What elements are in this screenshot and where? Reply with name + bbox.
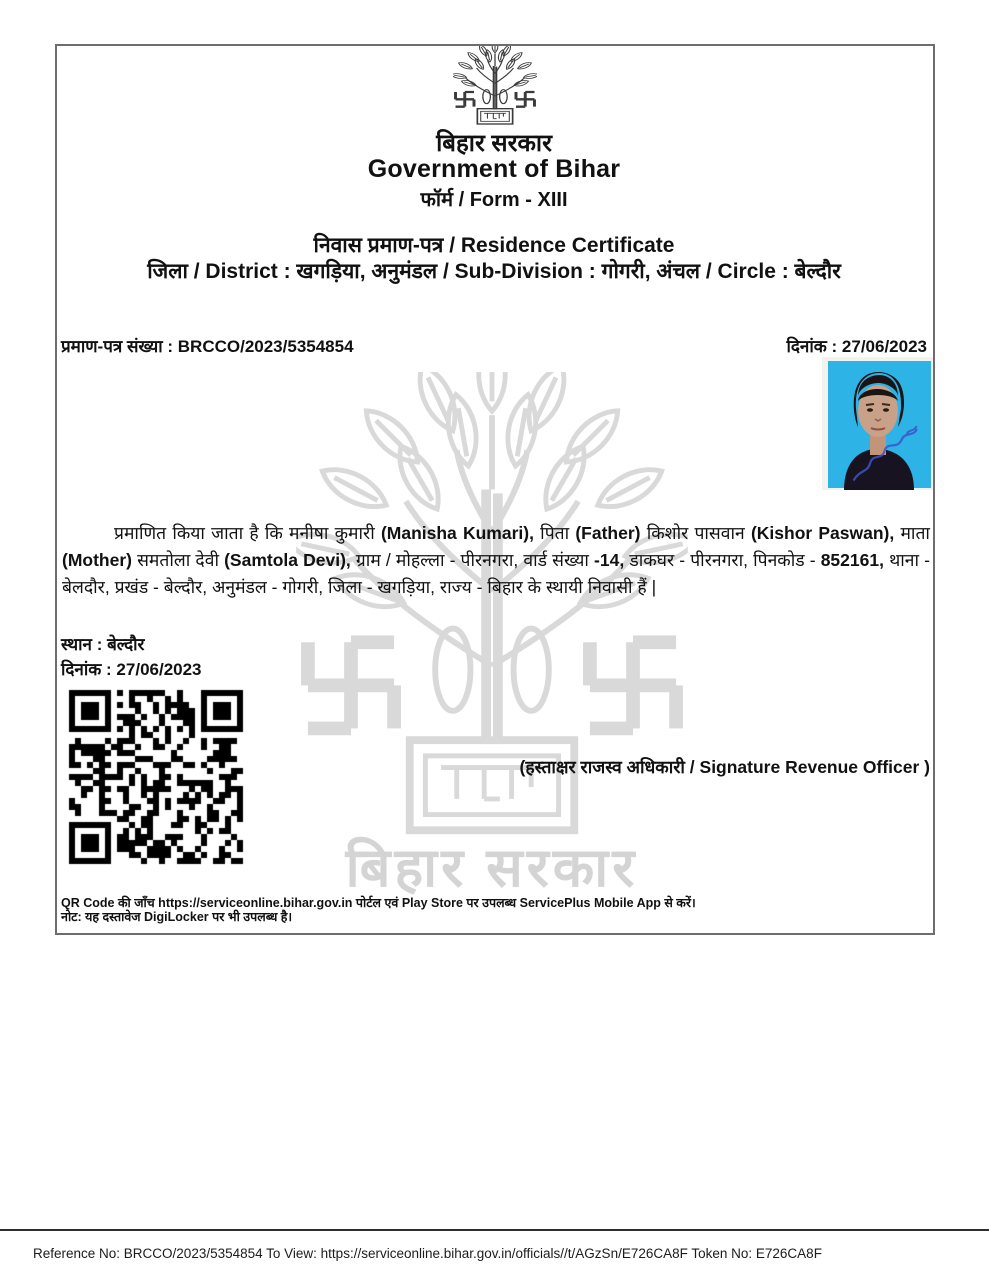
certificate-date: दिनांक : 27/06/2023 bbox=[786, 337, 927, 356]
applicant-photo bbox=[822, 357, 933, 490]
signature-revenue-officer-line: (हस्ताक्षर राजस्व अधिकारी / Signature Revenue Officer ) bbox=[519, 757, 930, 777]
header-title-hindi: बिहार सरकार bbox=[436, 130, 552, 157]
qr-note bbox=[61, 896, 741, 924]
reference-line: Reference No: BRCCO/2023/5354854 To View: https://serviceonline.bihar.gov.in/officials//t/AGzSn/E726CA8F Token No: E726CA8F bbox=[33, 1246, 822, 1261]
watermark-text: बिहार सरकार bbox=[345, 838, 639, 898]
header-title-english: Government of Bihar bbox=[367, 155, 621, 183]
place-line: स्थान : बेल्दौर bbox=[61, 635, 145, 654]
certificate-number: प्रमाण-पत्र संख्या : BRCCO/2023/5354854 bbox=[61, 337, 354, 356]
qr-note-line2: नोट: यह दस्तावेज DigiLocker पर भी उपलब्ध है। bbox=[61, 910, 293, 924]
issue-date-line: दिनांक : 27/06/2023 bbox=[61, 660, 202, 679]
certificate-body: प्रमाणित किया जाता है कि मनीषा कुमारी (Manisha Kumari), पिता (Father) किशोर पासवान (Kishor Paswan), माता (Mother) समतोला देवी (Samtola Devi), ग्राम / मोहल्ला - पीरनगरा, वार्ड संख्या -14, डाकघर - पीरनगरा, पिनकोड - 852161, थाना - बेलदौर, प्रखंड - बेल्दौर, अनुमंडल - गोगरी, जिला - खगड़िया, राज्य - बिहार के स्थायी निवासी हैं | bbox=[62, 523, 931, 597]
footer-divider bbox=[0, 1229, 989, 1231]
qr-code bbox=[62, 683, 250, 871]
bihar-government-emblem-icon bbox=[453, 46, 537, 126]
certificate-title: निवास प्रमाण-पत्र / Residence Certificate bbox=[313, 234, 675, 257]
district-subdivision-circle-line: जिला / District : खगड़िया, अनुमंडल / Sub-Division : गोगरी, अंचल / Circle : बेल्दौर bbox=[147, 260, 841, 283]
form-number-line: फॉर्म / Form - XIII bbox=[420, 189, 568, 211]
qr-note-line1: QR Code की जाँच https://serviceonline.bihar.gov.in पोर्टल एवं Play Store पर उपलब्ध ServicePlus Mobile App से करें। bbox=[61, 896, 696, 910]
